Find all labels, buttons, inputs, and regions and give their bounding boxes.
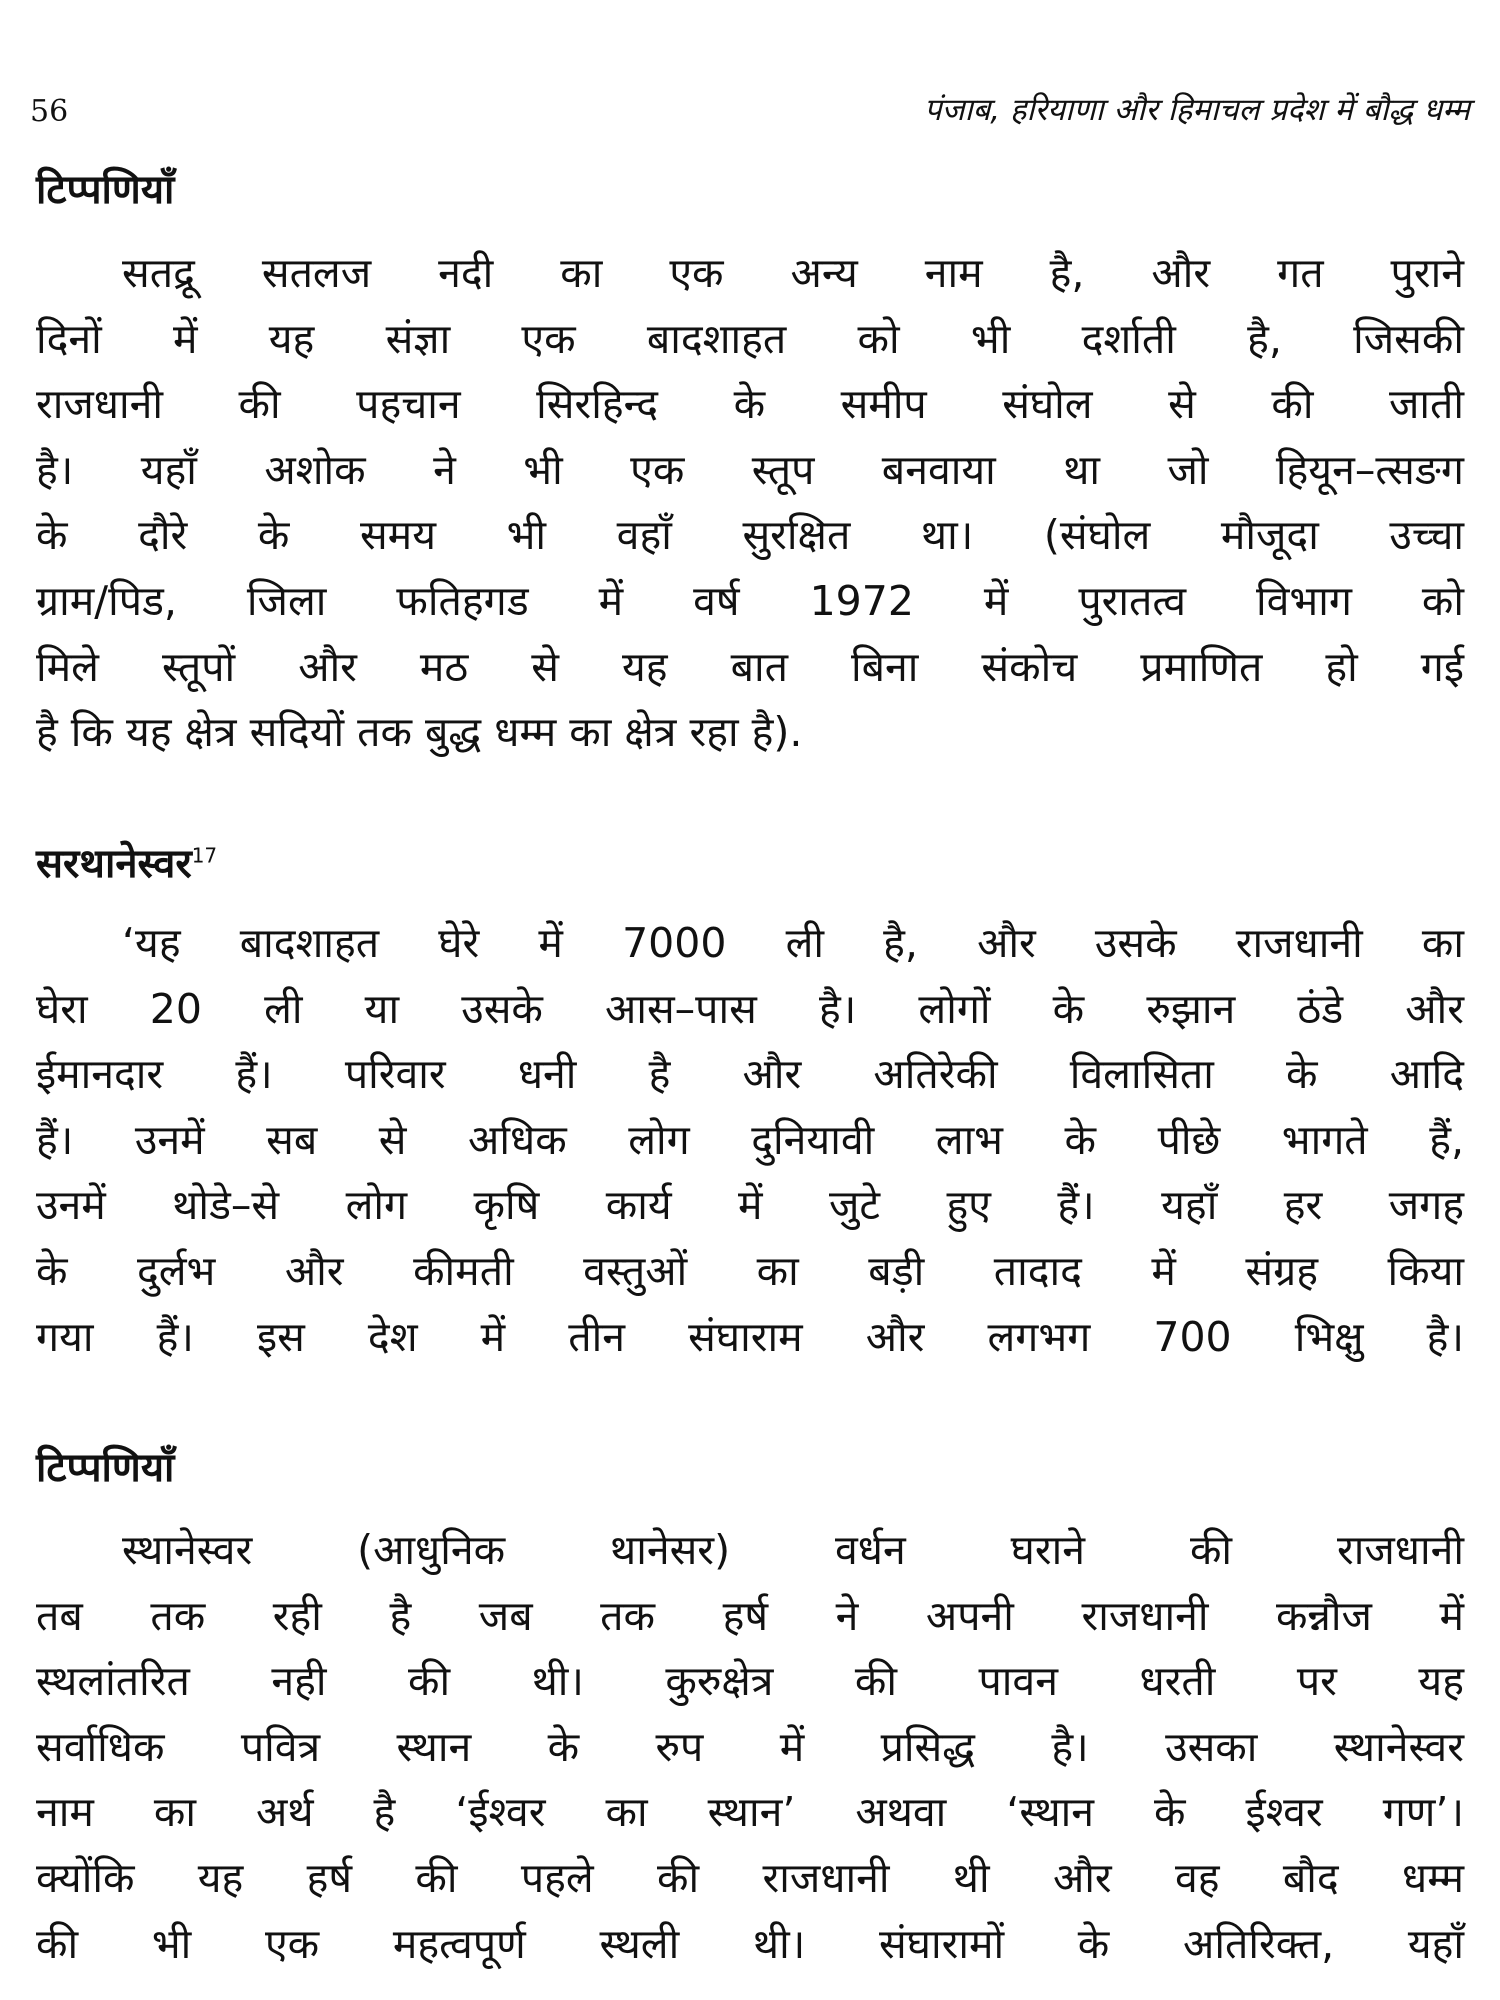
- text-line: स्थानेस्वर (आधुनिक थानेसर) वर्धन घराने की राजधानी: [122, 1526, 1464, 1574]
- text-line: ग्राम/पिड, जिला फतिहगड में वर्ष 1972 में पुरातत्व विभाग को: [36, 576, 1464, 625]
- text-line: है। यहाँ अशोक ने भी एक स्तूप बनवाया था जो हियून–त्सङग: [36, 445, 1464, 494]
- text-line: मिले स्तूपों और मठ से यह बात बिना संकोच प्रमाणित हो गई: [36, 642, 1464, 691]
- section-heading-notes-2: [36, 1438, 174, 1493]
- text-line: के दौरे के समय भी वहाँ सुरक्षित था। (संघोल मौजूदा उच्चा: [36, 511, 1464, 560]
- text-line: है कि यह क्षेत्र सदियों तक बुद्ध धम्म का क्षेत्र रहा है).: [36, 708, 803, 757]
- text-line: गया हैं। इस देश में तीन संघाराम और लगभग 700 भिक्षु है।: [36, 1312, 1464, 1361]
- footnote-ref: 17: [191, 843, 218, 868]
- heading-text: टिप्पणियाँ: [36, 167, 175, 213]
- text-line: नाम का अर्थ है ‘ईश्वर का स्थान’ अथवा ‘स्थान के ईश्वर गण’।: [36, 1788, 1464, 1837]
- heading-text: टिप्पणियाँ: [36, 1445, 175, 1491]
- text-line: सर्वाधिक पवित्र स्थान के रुप में प्रसिद्ध है। उसका स्थानेस्वर: [36, 1722, 1464, 1771]
- text-line: क्योंकि यह हर्ष की पहले की राजधानी थी और वह बौद धम्म: [36, 1853, 1464, 1902]
- text-line: स्थलांतरित नही की थी। कुरुक्षेत्र की पावन धरती पर यह: [36, 1657, 1464, 1706]
- paragraph-satadru: [36, 241, 1464, 766]
- text-line: के दुर्लभ और कीमती वस्तुओं का बड़ी तादाद में संग्रह किया: [36, 1246, 1464, 1295]
- section-heading-notes-1: [36, 160, 174, 215]
- text-line: तब तक रही है जब तक हर्ष ने अपनी राजधानी कन्नौज में: [36, 1591, 1464, 1640]
- page-header: [30, 88, 1470, 138]
- heading-text: सरथानेस्वर: [36, 841, 192, 887]
- text-line: उनमें थोडे–से लोग कृषि कार्य में जुटे हुए हैं। यहाँ हर जगह: [36, 1181, 1464, 1230]
- text-line: हैं। उनमें सब से अधिक लोग दुनियावी लाभ के पीछे भागते हैं,: [36, 1115, 1464, 1164]
- running-title: पंजाब, हरियाणा और हिमाचल प्रदेश में बौद्ध धम्म: [923, 92, 1470, 128]
- text-line: ईमानदार हैं। परिवार धनी है और अतिरेकी विलासिता के आदि: [36, 1050, 1464, 1099]
- text-line: राजधानी की पहचान सिरहिन्द के समीप संघोल से की जाती: [36, 380, 1464, 429]
- text-line: दिनों में यह संज्ञा एक बादशाहत को भी दर्शाती है, जिसकी: [36, 314, 1464, 363]
- text-line: सतद्रू सतलज नदी का एक अन्य नाम है, और गत पुराने: [122, 249, 1464, 297]
- text-line: घेरा 20 ली या उसके आस–पास है। लोगों के रुझान ठंडे और: [36, 984, 1464, 1033]
- paragraph-quote: [36, 911, 1464, 1370]
- section-heading-sthaneswar: [36, 834, 217, 889]
- text-line: की भी एक महत्वपूर्ण स्थली थी। संघारामों के अतिरिक्त, यहाँ: [36, 1919, 1464, 1968]
- text-line: ‘यह बादशाहत घेरे में 7000 ली है, और उसके राजधानी का: [122, 919, 1464, 967]
- page-number: 56: [30, 94, 69, 129]
- paragraph-sthaneswar-notes: [36, 1518, 1464, 1977]
